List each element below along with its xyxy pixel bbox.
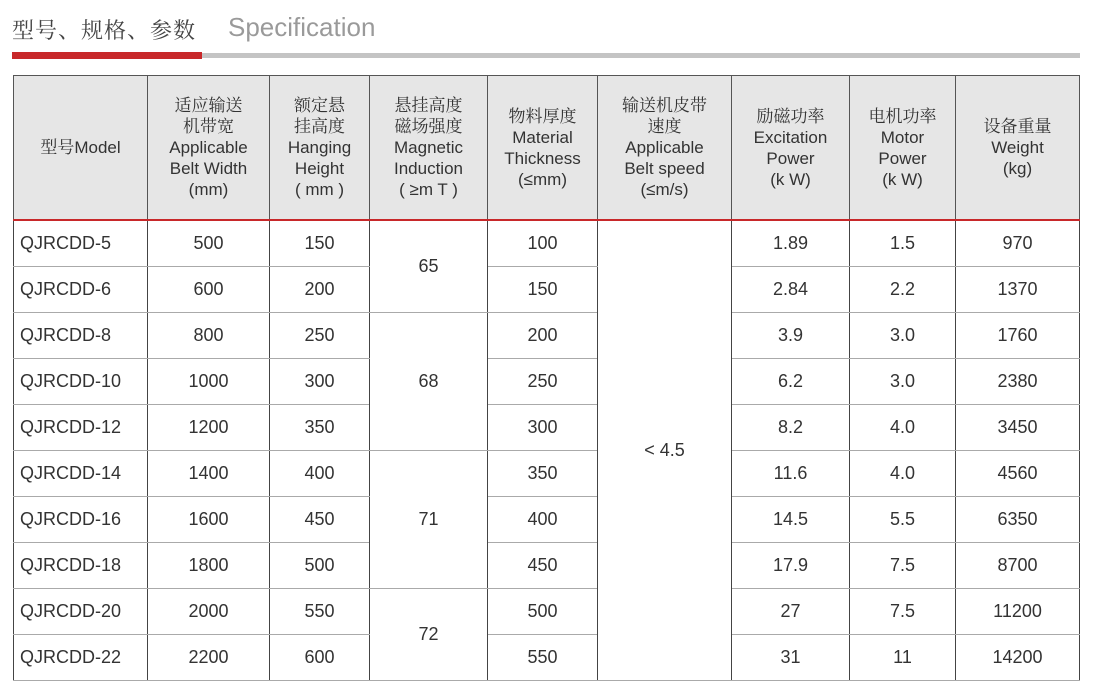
motor-power-cell: 7.5: [850, 543, 956, 589]
column-header-line: 适应输送: [174, 96, 243, 115]
belt-speed-cell: < 4.5: [598, 220, 732, 681]
weight-cell: 1370: [956, 267, 1080, 313]
column-header-line: 悬挂高度: [394, 96, 463, 115]
column-header-line: ( mm ): [294, 180, 345, 199]
belt-width-cell: 600: [148, 267, 270, 313]
column-header-line: 速度: [647, 117, 682, 136]
column-header-line: Thickness: [504, 148, 581, 168]
column-header-magnetic-induction: [370, 76, 488, 221]
motor-power-cell: 4.0: [850, 405, 956, 451]
excitation-power-cell: 11.6: [732, 451, 850, 497]
model-cell: QJRCDD-14: [14, 451, 148, 497]
column-header-motor-power: [850, 76, 956, 221]
column-header-line: 机带宽: [183, 117, 234, 136]
column-header-belt-speed: [598, 76, 732, 221]
column-header-line: Belt Width: [169, 159, 248, 178]
column-header-line: 设备重量: [983, 117, 1052, 136]
column-header-line: 型号Model: [40, 138, 121, 157]
excitation-power-cell: 3.9: [732, 313, 850, 359]
column-header-material-thickness: [488, 76, 598, 221]
motor-power-cell: 3.0: [850, 359, 956, 405]
model-cell: QJRCDD-8: [14, 313, 148, 359]
hanging-height-cell: 550: [270, 589, 370, 635]
material-thickness-cell: 500: [488, 589, 598, 635]
table-row: [14, 359, 1080, 405]
table-row: [14, 543, 1080, 589]
table-row: [14, 497, 1080, 543]
model-cell: QJRCDD-12: [14, 405, 148, 451]
column-header-line: Motor: [880, 127, 925, 147]
material-thickness-cell: 100: [488, 220, 598, 267]
column-header-belt-width: [148, 76, 270, 221]
material-thickness-cell: 400: [488, 497, 598, 543]
weight-cell: 8700: [956, 543, 1080, 589]
table-body: [14, 220, 1080, 681]
column-header-line: 物料厚度: [508, 106, 577, 126]
column-header-line: Power: [766, 148, 815, 168]
section-title-english: Specification: [228, 12, 376, 42]
hanging-height-cell: 450: [270, 497, 370, 543]
column-header-hanging-height: [270, 76, 370, 221]
column-header-line: (≤m/s): [640, 180, 689, 199]
column-header-line: Magnetic: [394, 138, 463, 157]
model-cell: QJRCDD-5: [14, 220, 148, 267]
excitation-power-cell: 6.2: [732, 359, 850, 405]
weight-cell: 2380: [956, 359, 1080, 405]
column-header-excitation-power: [732, 76, 850, 221]
column-header-line: 输送机皮带: [622, 96, 707, 115]
excitation-power-cell: 31: [732, 635, 850, 681]
specification-table: [13, 75, 1080, 681]
column-header-line: ( ≥m T ): [399, 180, 458, 199]
column-header-line: (≤mm): [518, 169, 567, 189]
column-header-line: Height: [294, 159, 345, 178]
belt-width-cell: 1600: [148, 497, 270, 543]
column-header-line: 电机功率: [868, 106, 937, 126]
weight-cell: 11200: [956, 589, 1080, 635]
column-header-line: Applicable: [169, 138, 248, 157]
material-thickness-cell: 300: [488, 405, 598, 451]
material-thickness-cell: 150: [488, 267, 598, 313]
motor-power-cell: 4.0: [850, 451, 956, 497]
model-cell: QJRCDD-22: [14, 635, 148, 681]
material-thickness-cell: 350: [488, 451, 598, 497]
excitation-power-cell: 14.5: [732, 497, 850, 543]
table-row: [14, 313, 1080, 359]
excitation-power-cell: 27: [732, 589, 850, 635]
material-thickness-cell: 250: [488, 359, 598, 405]
model-cell: QJRCDD-18: [14, 543, 148, 589]
column-header-line: 励磁功率: [756, 106, 825, 126]
excitation-power-cell: 2.84: [732, 267, 850, 313]
hanging-height-cell: 250: [270, 313, 370, 359]
excitation-power-cell: 8.2: [732, 405, 850, 451]
weight-cell: 6350: [956, 497, 1080, 543]
table-row: [14, 451, 1080, 497]
weight-cell: 14200: [956, 635, 1080, 681]
material-thickness-cell: 450: [488, 543, 598, 589]
table-row: [14, 589, 1080, 635]
hanging-height-cell: 150: [270, 220, 370, 267]
hanging-height-cell: 400: [270, 451, 370, 497]
belt-width-cell: 2200: [148, 635, 270, 681]
motor-power-cell: 2.2: [850, 267, 956, 313]
material-thickness-cell: 550: [488, 635, 598, 681]
model-cell: QJRCDD-10: [14, 359, 148, 405]
excitation-power-cell: 1.89: [732, 220, 850, 267]
column-header-line: (mm): [188, 180, 229, 199]
hanging-height-cell: 600: [270, 635, 370, 681]
model-cell: QJRCDD-6: [14, 267, 148, 313]
magnetic-induction-cell: 65: [370, 220, 488, 313]
column-header-line: Induction: [394, 159, 463, 178]
hanging-height-cell: 300: [270, 359, 370, 405]
weight-cell: 4560: [956, 451, 1080, 497]
table-row: [14, 405, 1080, 451]
magnetic-induction-cell: 72: [370, 589, 488, 681]
column-header-line: (k W): [882, 169, 923, 189]
section-title-bar: [12, 6, 1080, 62]
table-row: [14, 220, 1080, 267]
column-header-line: 额定悬: [294, 96, 345, 115]
title-accent-bar: [12, 52, 202, 59]
column-header-line: Applicable: [625, 138, 704, 157]
column-header-line: (kg): [1002, 159, 1033, 178]
belt-width-cell: 1800: [148, 543, 270, 589]
belt-width-cell: 1000: [148, 359, 270, 405]
belt-width-cell: 500: [148, 220, 270, 267]
motor-power-cell: 5.5: [850, 497, 956, 543]
model-cell: QJRCDD-20: [14, 589, 148, 635]
excitation-power-cell: 17.9: [732, 543, 850, 589]
motor-power-cell: 11: [850, 635, 956, 681]
column-header-line: 挂高度: [294, 117, 345, 136]
column-header-weight: [956, 76, 1080, 221]
hanging-height-cell: 500: [270, 543, 370, 589]
hanging-height-cell: 200: [270, 267, 370, 313]
belt-width-cell: 2000: [148, 589, 270, 635]
magnetic-induction-cell: 68: [370, 313, 488, 451]
material-thickness-cell: 200: [488, 313, 598, 359]
column-header-line: 磁场强度: [394, 117, 463, 136]
table-header-row: [14, 76, 1080, 221]
column-header-model: [14, 76, 148, 221]
table-row: [14, 267, 1080, 313]
weight-cell: 3450: [956, 405, 1080, 451]
model-cell: QJRCDD-16: [14, 497, 148, 543]
belt-width-cell: 1400: [148, 451, 270, 497]
motor-power-cell: 7.5: [850, 589, 956, 635]
section-title-chinese: 型号、规格、参数: [12, 19, 197, 44]
column-header-line: Material: [512, 127, 573, 147]
table-row: [14, 635, 1080, 681]
column-header-line: Weight: [991, 138, 1044, 157]
column-header-line: Power: [878, 148, 927, 168]
motor-power-cell: 1.5: [850, 220, 956, 267]
column-header-line: Belt speed: [624, 159, 705, 178]
weight-cell: 1760: [956, 313, 1080, 359]
hanging-height-cell: 350: [270, 405, 370, 451]
magnetic-induction-cell: 71: [370, 451, 488, 589]
belt-width-cell: 1200: [148, 405, 270, 451]
column-header-line: Hanging: [287, 138, 352, 157]
column-header-line: Excitation: [753, 127, 828, 147]
motor-power-cell: 3.0: [850, 313, 956, 359]
belt-width-cell: 800: [148, 313, 270, 359]
column-header-line: (k W): [770, 169, 811, 189]
weight-cell: 970: [956, 220, 1080, 267]
